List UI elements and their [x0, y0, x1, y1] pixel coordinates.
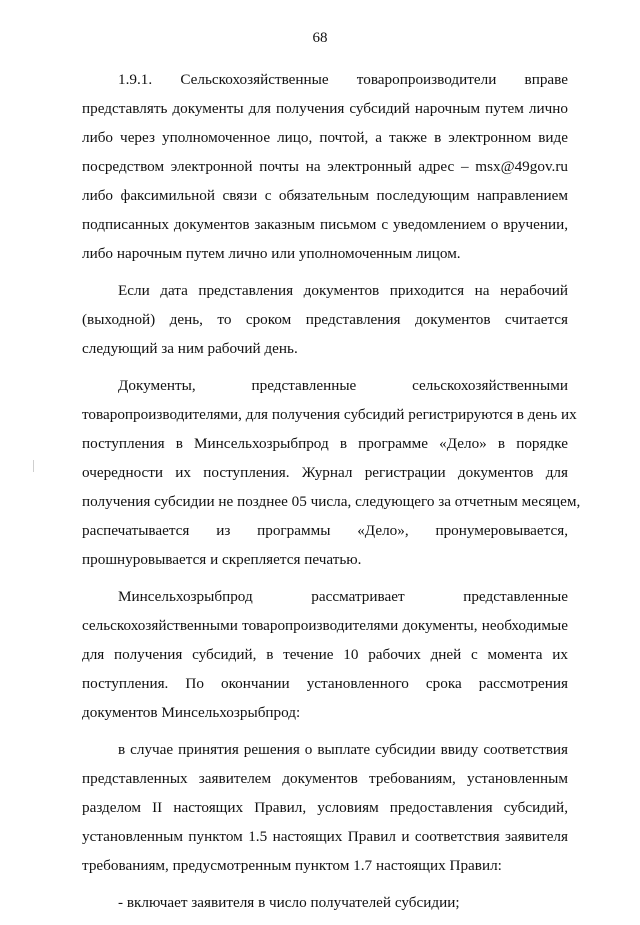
text-line: требованиям, предусмотренным пунктом 1.7 настоящих Правил: — [82, 857, 502, 874]
text-line: в случае принятия решения о выплате субсидии ввиду соответствия — [118, 741, 568, 758]
text-line: подписанных документов заказным письмом с уведомлением о вручении, — [82, 216, 568, 233]
text-line: представленных заявителем документов требованиям, установленным — [82, 770, 568, 787]
text-line: поступления в Минсельхозрыбпрод в программе «Дело» в порядке — [82, 435, 568, 452]
text-line: для получения субсидий, в течение 10 рабочих дней с момента их — [82, 646, 568, 663]
text-line: Документы, представленные сельскохозяйственными — [118, 377, 568, 394]
text-line: Если дата представления документов приходится на нерабочий — [118, 282, 568, 299]
text-line: установленным пунктом 1.5 настоящих Правил и соответствия заявителя — [82, 828, 568, 845]
text-line: получения субсидии не позднее 05 числа, следующего за отчетным месяцем, — [82, 493, 581, 510]
text-line: либо нарочным путем лично или уполномоченным лицом. — [82, 245, 461, 262]
text-line: Минсельхозрыбпрод рассматривает представленные — [118, 588, 568, 605]
paragraph-1-9-1 — [82, 65, 568, 268]
text-line: документов Минсельхозрыбпрод: — [82, 704, 301, 721]
text-line: поступления. По окончании установленного срока рассмотрения — [82, 675, 568, 692]
page-number: 68 — [312, 30, 328, 46]
text-line: сельскохозяйственными товаропроизводителями документы, необходимые — [82, 617, 568, 634]
paragraph-review — [82, 582, 568, 727]
text-line: разделом II настоящих Правил, условиям предоставления субсидий, — [82, 799, 568, 816]
text-line: представлять документы для получения субсидий нарочным путем лично — [82, 100, 568, 117]
text-line: либо факсимильной связи с обязательным последующим направлением — [82, 187, 568, 204]
text-line: 1.9.1. Сельскохозяйственные товаропроизводители вправе — [118, 71, 568, 88]
paragraph-list-item — [82, 888, 568, 917]
text-line: товаропроизводителями, для получения субсидий регистрируются в день их — [82, 406, 577, 423]
paragraph-registration — [82, 371, 581, 574]
document-body — [82, 65, 581, 925]
text-line: очередности их поступления. Журнал регистрации документов для — [82, 464, 568, 481]
text-line: прошнуровывается и скрепляется печатью. — [82, 551, 362, 568]
text-line: распечатывается из программы «Дело», пронумеровывается, — [82, 522, 568, 539]
text-line: посредством электронной почты на электронный адрес – msx@49gov.ru — [82, 158, 568, 175]
text-line: либо через уполномоченное лицо, почтой, а также в электронном виде — [82, 129, 568, 146]
paragraph-nonworking-day — [82, 276, 568, 363]
text-line: (выходной) день, то сроком представления документов считается — [82, 311, 568, 328]
paragraph-decision — [82, 735, 568, 880]
text-line: - включает заявителя в число получателей субсидии; — [118, 894, 460, 911]
scan-mark — [33, 460, 34, 472]
text-line: следующий за ним рабочий день. — [82, 340, 298, 357]
